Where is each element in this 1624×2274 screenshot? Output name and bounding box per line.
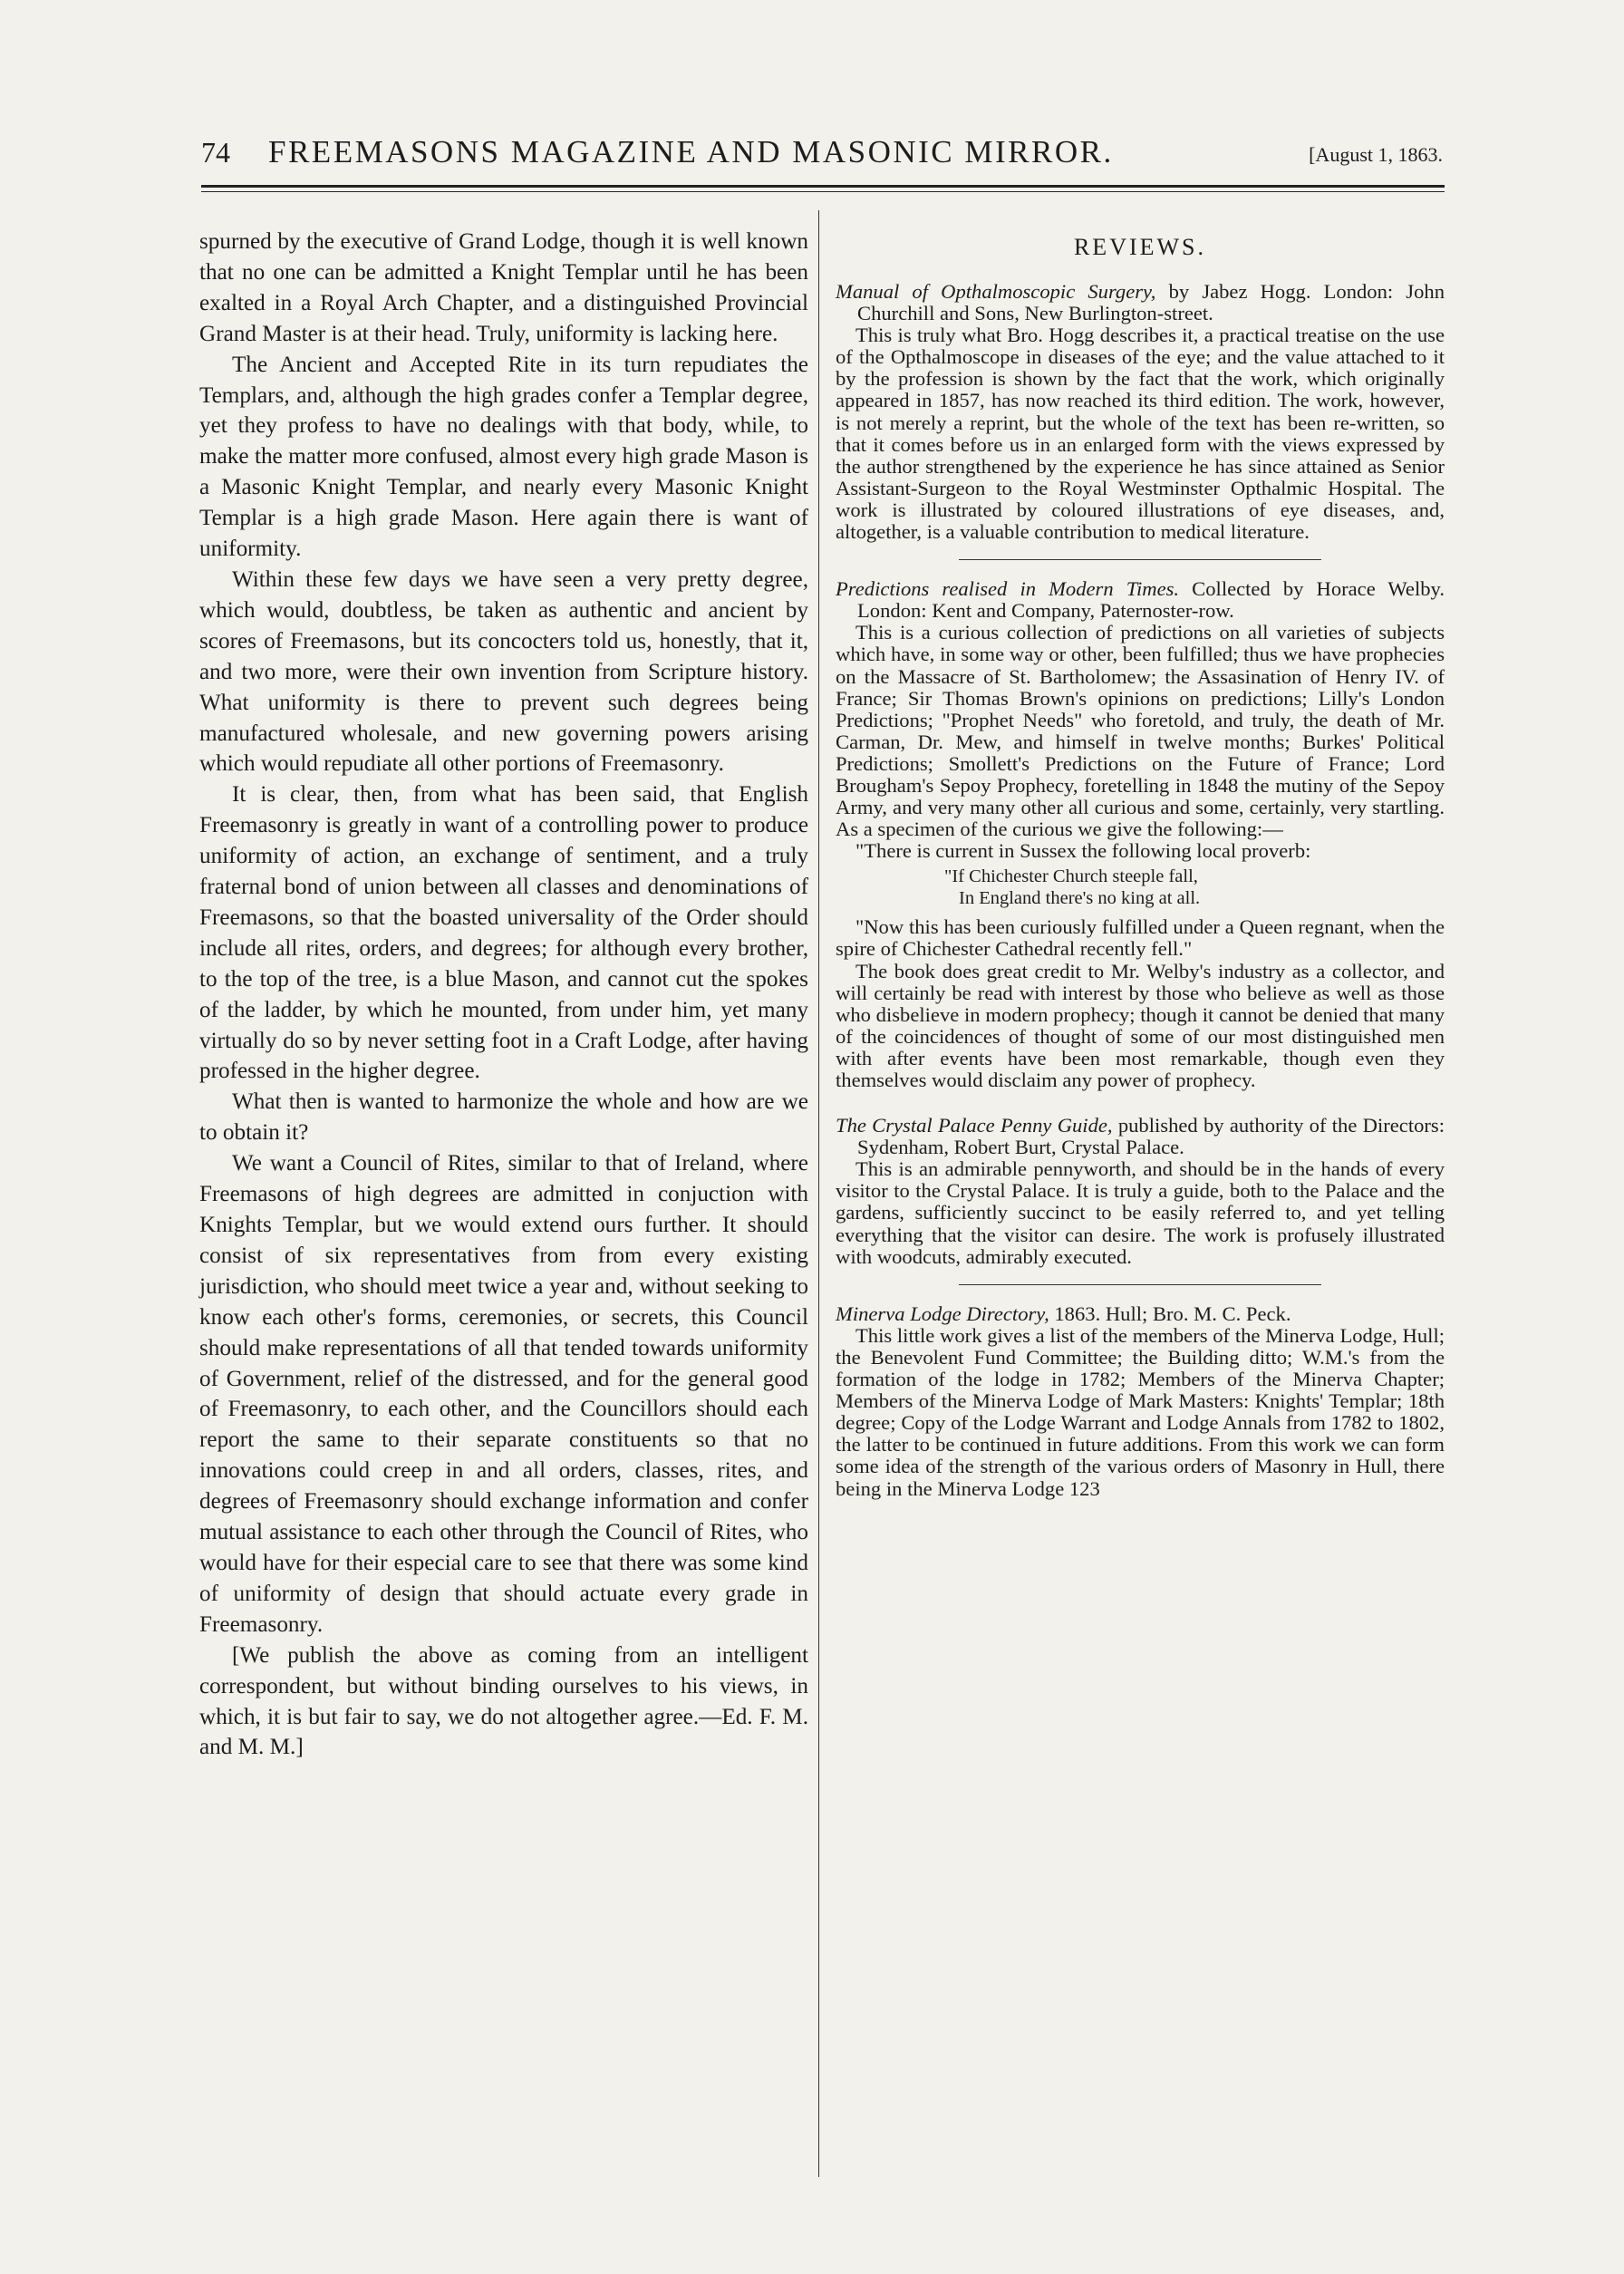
masthead-title: FREEMASONS MAGAZINE AND MASONIC MIRROR. xyxy=(268,134,1114,169)
issue-date: [August 1, 1863. xyxy=(1309,143,1443,166)
header-rule-thin xyxy=(201,191,1445,192)
review-body: This is truly what Bro. Hogg describes it, a practical treatise on the use of the Opthalmoscope in diseases of the eye; and the value attached to it by the profession is shown by the fact that the work, which originally appeared in 1857, has now reached its third edition. The work, however, is not merely a reprint, but the whole of the text has been re-written, so that it comes before us in an enlarged form with the views expressed by the author strengthened by the experience he has since attained as Senior Assistant-Surgeon to the Royal Westminster Opthalmic Hospital. The work is illustrated by coloured illustrations of eye diseases, and, altogether, is a valuable contribution to medical literature. xyxy=(836,324,1445,544)
article-paragraph: Within these few days we have seen a very pretty degree, which would, doubtless, be taken as authentic and ancient by scores of Freemasons, but its concocters told us, honestly, that it, and two more, were their own invention from Scripture history. What uniformity is there to prevent such degrees being manufactured wholesale, and new governing powers arising which would repudiate all other portions of Freemasonry. xyxy=(199,566,808,777)
review-byline: 1863. Hull; Bro. M. C. Peck. xyxy=(1049,1302,1291,1325)
review-title-line xyxy=(836,1303,1445,1325)
page-header xyxy=(201,132,1443,172)
review-separator xyxy=(959,1284,1321,1285)
review-body: This little work gives a list of the members of the Minerva Lodge, Hull; the Benevolent Fund Committee; the Building ditto; W.M.'s from the formation of the lodge in 1782; Members of the Minerva Chapter; Members of the Minerva Lodge of Mark Masters: Knights' Templar; 18th degree; Copy of the Lodge Warrant and Lodge Annals from 1782 to 1802, the latter to be continued in future additions. From this work we can form some idea of the strength of the various orders of Masonry in Hull, there being in the Minerva Lodge 123 xyxy=(836,1323,1445,1500)
review-title-line xyxy=(836,281,1445,324)
review-title-line xyxy=(836,578,1445,622)
review-byline: Collected by Horace Welby. London: Kent and Company, Paternoster-row. xyxy=(857,577,1445,623)
article-paragraph: What then is wanted to harmonize the whole and how are we to obtain it? xyxy=(199,1089,808,1146)
review-title-line xyxy=(836,1115,1445,1158)
reviews-column xyxy=(836,227,1445,1500)
review-body: This is a curious collection of predictions on all varieties of subjects which have, in some way or other, been fulfilled; thus we have prophecies on the Massacre of St. Bartholomew; the Assasination of Henry IV. of France; Sir Thomas Brown's opinions on predictions; Lilly's London Predictions; "Prophet Needs" who foretold, and truly, the death of Mr. Carman, Dr. Mew, and himself in twelve months; Burkes' Political Predictions; Smollett's Predictions on the Future of France; Lord Brougham's Sepoy Prophecy, foretelling in 1848 the mutiny of the Sepoy Army, and very many other all curious and some, certainly, very startling. As a specimen of the curious we give the following:— xyxy=(836,621,1445,841)
page-number: 74 xyxy=(201,136,230,169)
verse-line: In England there's no king at all. xyxy=(959,888,1201,909)
review-book-title: Manual of Opthalmoscopic Surgery, xyxy=(836,280,1156,303)
review-body: The book does great credit to Mr. Welby's industry as a collector, and will certainly be read with interest by those who believe as well as those who disbelieve in modern prophecy; though it cannot be denied that many of the coincidences of thought of some of our most distinguished men with after events have been most remarkable, though even they themselves would disclaim any power of prophecy. xyxy=(836,959,1445,1091)
review-book-title: The Crystal Palace Penny Guide, xyxy=(836,1114,1113,1137)
review-spacer xyxy=(836,1091,1445,1115)
article-paragraph: It is clear, then, from what has been said, that English Freemasonry is greatly in want of a controlling power to produce uniformity of action, an exchange of sentiment, and a truly fraternal bond of union between all classes and denominations of Freemasons, so that the boasted universality of the Order should include all rites, orders, and degrees; for although every brother, to the top of the tree, is a blue Mason, and cannot cut the spokes of the ladder, by which he mounted, from under him, yet many virtually do so by never setting foot in a Craft Lodge, after having professed in the higher degree. xyxy=(199,782,808,1084)
review-byline: published by authority of the Directors: Sydenham, Robert Burt, Crystal Palace. xyxy=(857,1114,1445,1159)
review-separator xyxy=(959,559,1321,560)
header-rule-thick xyxy=(201,185,1445,188)
review-body: This is an admirable pennyworth, and should be in the hands of every visitor to the Crystal Palace. It is truly a guide, both to the Palace and the gardens, sufficiently succinct to be easily referred to, and yet telling everything that the visitor can desire. The work is profusely illustrated with woodcuts, admirably executed. xyxy=(836,1157,1445,1268)
review-book-title: Predictions realised in Modern Times. xyxy=(836,577,1180,601)
proverb-verse xyxy=(944,866,1445,909)
editor-note: [We publish the above as coming from an intelligent correspondent, but without binding ourselves to his views, in which, it is but fair to say, we do not altogether agree.—Ed. F. M. and M. M.] xyxy=(199,1642,808,1760)
verse-line: "If Chichester Church steeple fall, xyxy=(944,866,1198,887)
review-book-title: Minerva Lodge Directory, xyxy=(836,1302,1049,1325)
review-byline: by Jabez Hogg. London: John Churchill and Sons, New Burlington-street. xyxy=(857,280,1445,325)
reviews-heading: REVIEWS. xyxy=(1073,234,1207,260)
review-body: "Now this has been curiously fulfilled under a Queen regnant, when the spire of Chichester Cathedral recently fell." xyxy=(836,915,1445,961)
article-paragraph: spurned by the executive of Grand Lodge, though it is well known that no one can be admitted a Knight Templar until he has been exalted in a Royal Arch Chapter, and a distinguished Provincial Grand Master is at their head. Truly, uniformity is lacking here. xyxy=(199,229,808,346)
review-body: "There is current in Sussex the following local proverb: xyxy=(856,839,1311,863)
column-divider xyxy=(818,210,819,2177)
article-paragraph: We want a Council of Rites, similar to that of Ireland, where Freemasons of high degrees are admitted in conjuction with Knights Templar, but we would extend ours further. It should consist of six representatives from from every existing jurisdiction, who should meet twice a year and, without seeking to know each other's forms, ceremonies, or secrets, this Council should make representations of all that tended towards uniformity of Government, relief of the distressed, and for the general good of Freemasonry, to each other, and the Councillors should each report the same to their separate constituents so that no innovations could creep in and all orders, classes, rites, and degrees of Freemasonry should exchange information and confer mutual assistance to each other through the Council of Rites, who would have for their especial care to see that there was some kind of uniformity of design that should actuate every grade in Freemasonry. xyxy=(199,1151,808,1637)
article-paragraph: The Ancient and Accepted Rite in its turn repudiates the Templars, and, although the high grades confer a Templar degree, yet they profess to have no dealings with that body, while, to make the matter more confused, almost every high grade Mason is a Masonic Knight Templar, and nearly every Masonic Knight Templar is a high grade Mason. Here again there is want of uniformity. xyxy=(199,352,808,562)
left-column-article xyxy=(199,227,808,1763)
